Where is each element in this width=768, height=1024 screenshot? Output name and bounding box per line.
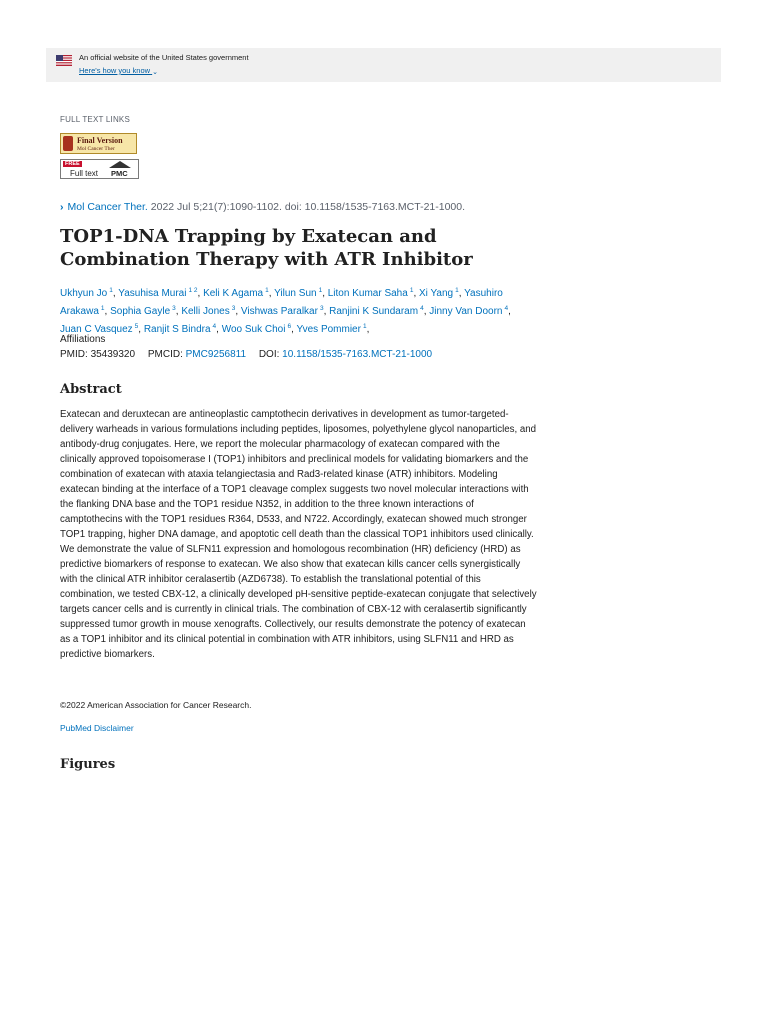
full-text-links-heading: FULL TEXT LINKS <box>60 115 130 124</box>
gov-banner <box>46 48 721 82</box>
author-link[interactable]: Ranjit S Bindra <box>143 324 211 335</box>
author-link[interactable]: Vishwas Paralkar <box>240 306 318 317</box>
journal-link[interactable]: Mol Cancer Ther. <box>67 201 148 213</box>
abstract-text: Exatecan and deruxtecan are antineoplastic camptothecin derivatives in development as tumor-targeted-delivery warheads in various formulations including peptides, liposomes, polyethylene glycol nanoparticles, and antibody-drug conjugates. Here, we report the molecular pharmacology of exatecan compared with the clinically approved topoisomerase I (TOP1) inhibitors and preclinical models for validating biomarkers and the combination of exatecan with ataxia telangiectasia and Rad3-related kinase (ATR) inhibitors. Modeling exatecan binding at the interface of a TOP1 cleavage complex suggests two novel molecular interactions with the flanking DNA base and the TOP1 residue N352, in addition to the three known interactions of camptothecins with the TOP1 residues R364, D533, and N722. Accordingly, exatecan showed much stronger TOP1 trapping, higher DNA damage, and apoptotic cell death than the classical TOP1 inhibitors used clinically. We demonstrate the value of SLFN11 expression and homologous recombination (HR) deficiency (HRD) as predictive biomarkers of response to exatecan. We also show that exatecan kills cancer cells synergistically with the clinical ATR inhibitor ceralasertib (AZD6738). To establish the translational potential of this combination, we tested CBX-12, a clinically developed pH-sensitive peptide-exatecan conjugate that selectively targets cancer cells and is currently in clinical trials. The combination of CBX-12 with ceralasertib significantly suppressed tumor growth in mouse xenografts. Collectively, our results demonstrate the potency of exatecan as a TOP1 inhibitor and its clinical potential in combination with ATR inhibitors, using SLFN11 and HRD as predictive biomarkers. <box>60 409 537 660</box>
author-link[interactable]: Yves Pommier <box>296 324 361 335</box>
copyright-notice: ©2022 American Association for Cancer Research. <box>60 700 252 710</box>
author-link[interactable]: Kelli Jones <box>181 306 230 317</box>
author-link[interactable]: Juan C Vasquez <box>60 324 133 335</box>
doi-link[interactable]: 10.1158/1535-7163.MCT-21-1000 <box>282 349 433 360</box>
author-affiliation-number[interactable]: 4 <box>212 323 217 330</box>
publisher-logo-icon <box>63 136 73 151</box>
author-link[interactable]: Ranjini K Sundaram <box>329 306 419 317</box>
abstract-heading: Abstract <box>60 382 122 397</box>
author-link[interactable]: Yasuhisa Murai <box>118 288 187 299</box>
author-affiliation-number[interactable]: 1 <box>318 287 323 294</box>
author-link[interactable]: Keli K Agama <box>203 288 264 299</box>
how-you-know-link[interactable] <box>79 66 158 75</box>
article-title: TOP1-DNA Trapping by Exatecan and Combination Therapy with ATR Inhibitor <box>60 226 473 270</box>
author-link[interactable]: Xi Yang <box>419 288 454 299</box>
pmid-label: PMID: <box>60 349 88 360</box>
final-version-journal: Mol Cancer Ther <box>77 146 115 152</box>
author-link[interactable]: Yilun Sun <box>274 288 317 299</box>
author-affiliation-number[interactable]: 3 <box>231 305 236 312</box>
chevron-right-icon[interactable]: › <box>60 201 64 213</box>
pubmed-disclaimer-link[interactable]: PubMed Disclaimer <box>60 723 134 733</box>
chevron-down-icon: ⌄ <box>152 69 159 76</box>
author-affiliation-number[interactable]: 1 <box>455 287 459 294</box>
pmc-roof-icon <box>109 161 131 168</box>
gov-official-text: An official website of the United States government <box>79 53 249 62</box>
full-text-label: Full text <box>70 169 99 178</box>
author-affiliation-number[interactable]: 3 <box>172 305 176 312</box>
how-you-know-label: Here's how you know <box>79 66 151 75</box>
doi-label: DOI: <box>258 349 280 360</box>
author-link[interactable]: Liton Kumar Saha <box>327 288 408 299</box>
final-version-link[interactable] <box>60 133 137 154</box>
article-identifiers <box>60 349 432 360</box>
pmid-value: 35439320 <box>90 349 136 360</box>
citation <box>60 201 465 213</box>
author-affiliation-number[interactable]: 1 <box>409 287 414 294</box>
author-link[interactable]: Yasuhiro Arakawa <box>60 288 503 317</box>
author-affiliation-number[interactable]: 5 <box>134 323 139 330</box>
final-version-label: Final Version <box>77 136 123 145</box>
author-link[interactable]: Ukhyun Jo <box>60 288 108 299</box>
pmc-label: PMC <box>111 169 128 178</box>
us-flag-icon <box>56 55 72 66</box>
affiliations-toggle[interactable]: Affiliations <box>60 334 106 345</box>
authors-list: Ukhyun Jo $^1$, Yasuhisa Murai $^{1 2}$, Keli K Agama $^1$, Yilun Sun $^1$, Liton Kumar Saha $^1$, Xi Yang $^1$, Yasuhiro Arakawa $^1$, Sophia Gayle $^3$, Kelli Jones $^3$, Vishwas Paralkar $^3$, Ranjini K Sundaram $^4$, Jinny Van Doorn $^4$, Juan C Vasquez $^5$, Ranjit S Bindra $^4$, Woo Suk Choi $^6$, Yves Pommier $^1$, <box>60 287 511 335</box>
figures-heading: Figures <box>60 757 116 772</box>
author-affiliation-number[interactable]: 1 <box>362 323 367 330</box>
pmcid-label: PMCID: <box>147 349 183 360</box>
author-affiliation-number[interactable]: 1 2 <box>188 287 198 294</box>
author-affiliation-number[interactable]: 1 <box>100 305 105 312</box>
author-link[interactable]: Jinny Van Doorn <box>429 306 503 317</box>
author-affiliation-number[interactable]: 1 <box>109 287 113 294</box>
author-link[interactable]: Woo Suk Choi <box>221 324 286 335</box>
author-affiliation-number[interactable]: 1 <box>265 287 269 294</box>
author-affiliation-number[interactable]: 4 <box>420 305 424 312</box>
citation-details: 2022 Jul 5;21(7):1090-1102. doi: 10.1158/1535-7163.MCT-21-1000. <box>150 201 466 213</box>
pmc-full-text-link[interactable] <box>60 159 139 179</box>
author-affiliation-number[interactable]: 4 <box>504 305 509 312</box>
author-affiliation-number[interactable]: 3 <box>319 305 324 312</box>
free-badge: FREE <box>65 161 80 167</box>
author-link[interactable]: Sophia Gayle <box>110 306 171 317</box>
pmcid-link[interactable]: PMC9256811 <box>185 349 247 360</box>
author-affiliation-number[interactable]: 6 <box>287 323 292 330</box>
